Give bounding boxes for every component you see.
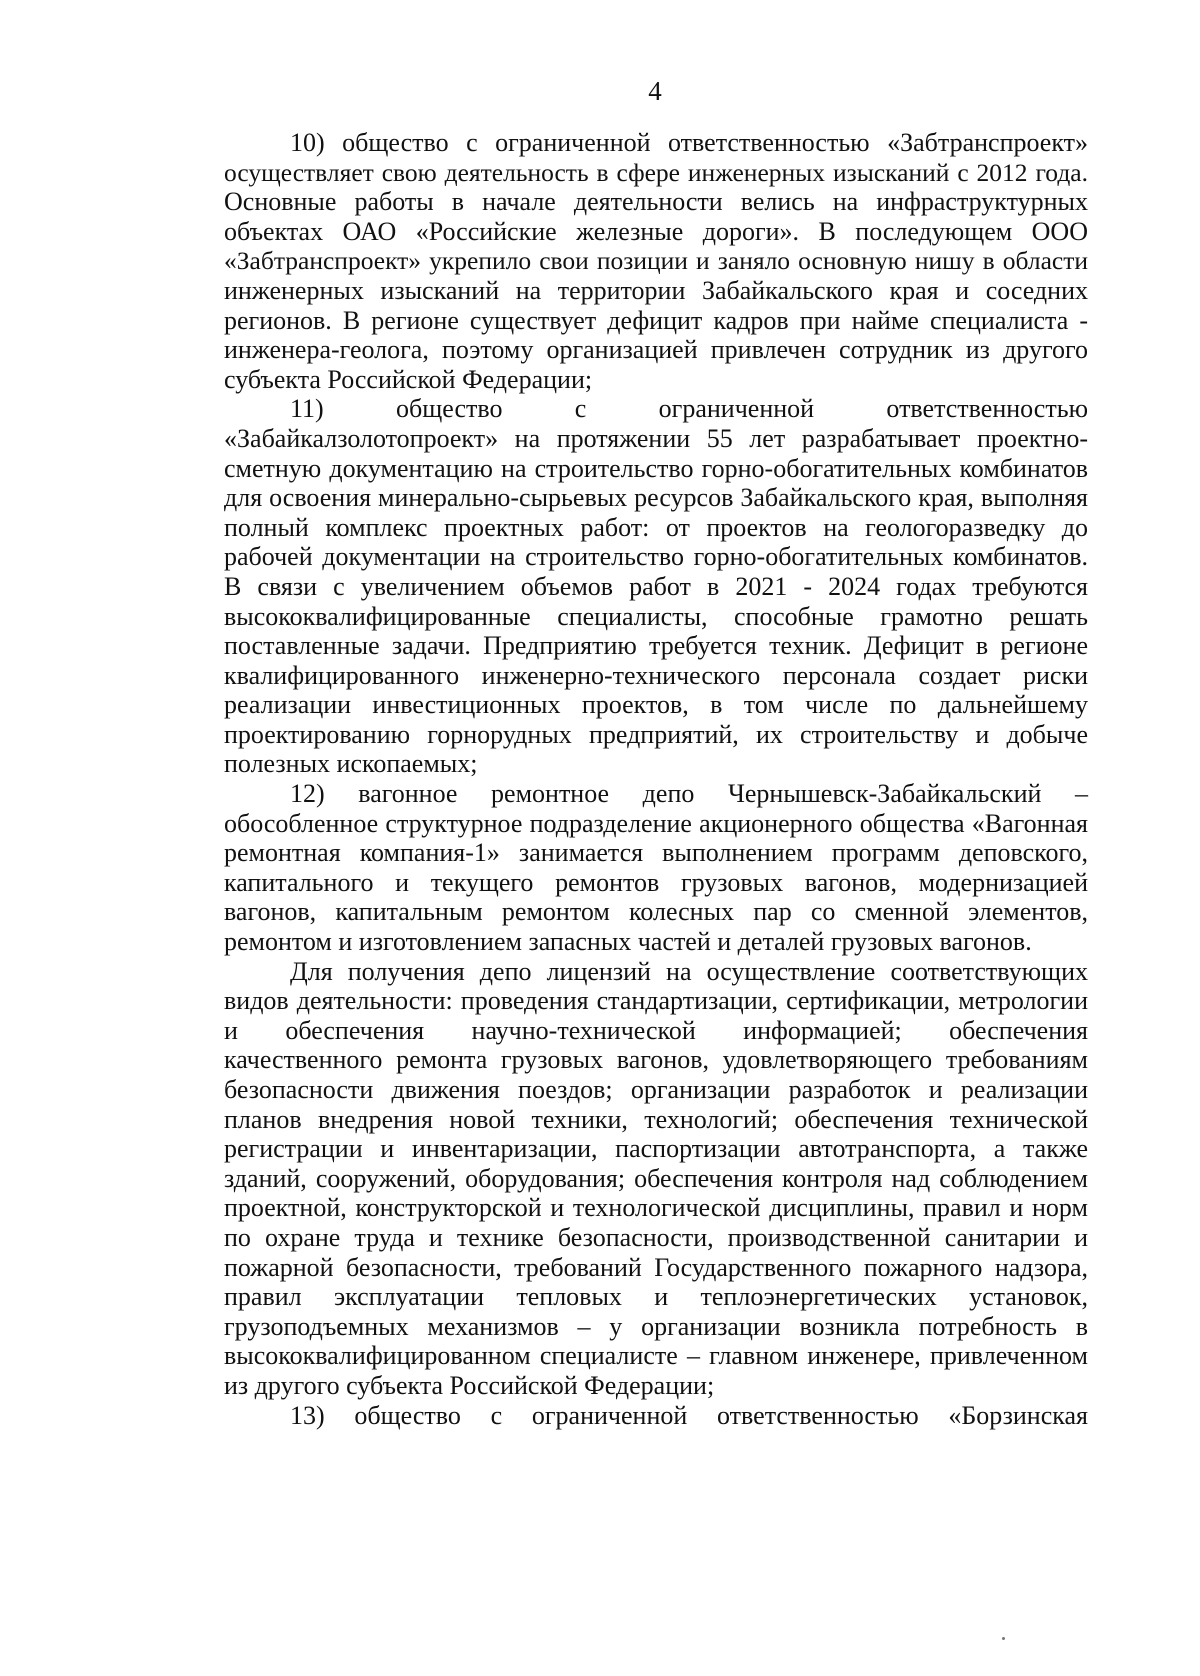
text-line: и обеспечения научно-технической информацией; обеспечения [224, 1015, 1088, 1045]
text-line: из другого субъекта Российской Федерации; [224, 1370, 715, 1400]
text-line: качественного ремонта грузовых вагонов, удовлетворяющего требованиям [224, 1045, 1088, 1075]
document-body [224, 128, 1088, 1430]
text-line: зданий, сооружений, оборудования; обеспечения контроля над соблюдением [224, 1163, 1088, 1193]
text-line: Основные работы в начале деятельности велись на инфраструктурных [224, 187, 1088, 217]
text-line: инженерных изысканий на территории Забайкальского края и соседних [224, 275, 1088, 305]
text-line: правил эксплуатации тепловых и теплоэнергетических установок, [224, 1282, 1088, 1312]
text-line: проектной, конструкторской и технологической дисциплины, правил и норм [224, 1193, 1088, 1223]
text-line: капитального и текущего ремонтов грузовых вагонов, модернизацией [224, 867, 1088, 897]
text-line: квалифицированного инженерно-технического персонала создает риски [224, 660, 1088, 690]
text-line: полный комплекс проектных работ: от проектов на геологоразведку до [224, 512, 1088, 542]
text-line: грузоподъемных механизмов – у организации возникла потребность в [224, 1311, 1088, 1341]
text-line: регистрации и инвентаризации, паспортизации автотранспорта, а также [224, 1134, 1088, 1164]
text-line: 13) общество с ограниченной ответственностью «Борзинская [290, 1400, 1088, 1430]
text-line: осуществляет свою деятельность в сфере инженерных изысканий с 2012 года. [224, 157, 1088, 187]
text-line: ремонтная компания-1» занимается выполнением программ деповского, [224, 838, 1088, 868]
text-line: высококвалифицированные специалисты, способные грамотно решать [224, 601, 1088, 631]
text-line: регионов. В регионе существует дефицит кадров при найме специалиста - [224, 305, 1088, 335]
scan-speck [1002, 1637, 1005, 1640]
text-line: ремонтом и изготовлением запасных частей и деталей грузовых вагонов. [224, 927, 1032, 957]
text-line: вагонов, капитальным ремонтом колесных пар со сменной элементов, [224, 897, 1088, 927]
text-line: безопасности движения поездов; организации разработок и реализации [224, 1075, 1088, 1104]
page-number: 4 [648, 76, 662, 106]
text-line: В связи с увеличением объемов работ в 2021 - 2024 годах требуются [224, 571, 1088, 601]
text-line: объектах ОАО «Российские железные дороги». В последующем ООО [224, 216, 1088, 246]
text-line: сметную документацию на строительство горно-обогатительных комбинатов [224, 453, 1088, 483]
text-line: видов деятельности: проведения стандартизации, сертификации, метрологии [224, 986, 1088, 1016]
text-line: «Забтранспроект» укрепило свои позиции и заняло основную нишу в области [224, 246, 1088, 276]
text-line: проектированию горнорудных предприятий, их строительству и добыче [224, 719, 1088, 749]
text-line: планов внедрения новой техники, технологий; обеспечения технической [224, 1104, 1088, 1134]
text-line: 12) вагонное ремонтное депо Чернышевск-Забайкальский – [290, 779, 1088, 809]
text-line: пожарной безопасности, требований Государственного пожарного надзора, [224, 1252, 1088, 1282]
text-line: Для получения депо лицензий на осуществление соответствующих [290, 956, 1088, 986]
text-line: 11) общество с ограниченной ответственностью [290, 394, 1088, 424]
text-line: для освоения минерально-сырьевых ресурсов Забайкальского края, выполняя [224, 483, 1088, 513]
text-line: обособленное структурное подразделение акционерного общества «Вагонная [224, 808, 1088, 838]
text-line: рабочей документации на строительство горно-обогатительных комбинатов. [224, 542, 1088, 572]
text-line: 10) общество с ограниченной ответственностью «Забтранспроект» [290, 128, 1088, 157]
text-line: поставленные задачи. Предприятию требуется техник. Дефицит в регионе [224, 631, 1088, 661]
text-line: высококвалифицированном специалисте – главном инженере, привлеченном [224, 1341, 1088, 1371]
text-line: субъекта Российской Федерации; [224, 364, 593, 394]
text-line: реализации инвестиционных проектов, в том числе по дальнейшему [224, 690, 1088, 720]
text-line: инженера-геолога, поэтому организацией привлечен сотрудник из другого [224, 335, 1088, 365]
text-line: «Забайкалзолотопроект» на протяжении 55 лет разрабатывает проектно- [224, 423, 1088, 453]
text-line: по охране труда и технике безопасности, производственной санитарии и [224, 1222, 1088, 1252]
text-line: полезных ископаемых; [224, 749, 478, 779]
